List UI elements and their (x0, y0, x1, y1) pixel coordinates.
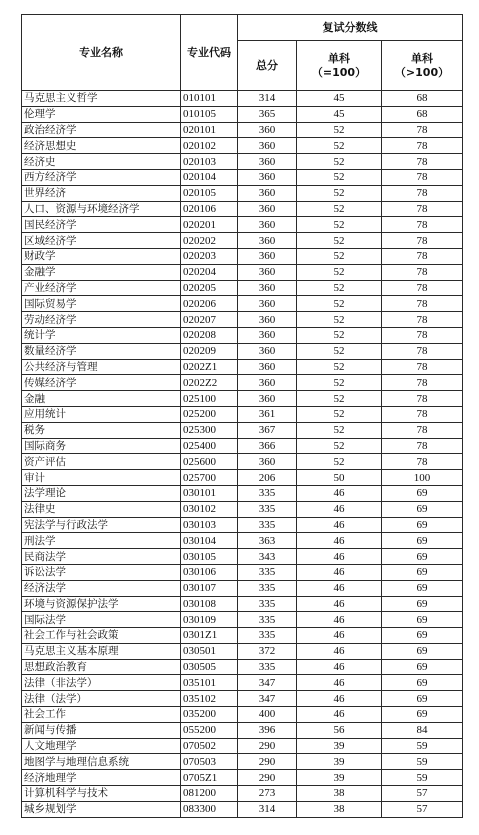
major-name-cell: 马克思主义哲学 (22, 91, 181, 107)
single-100-score-cell: 52 (297, 201, 382, 217)
total-score-cell: 314 (238, 801, 297, 817)
total-score-cell: 335 (238, 517, 297, 533)
single-100-score-cell: 52 (297, 264, 382, 280)
single-gt100-score-cell: 69 (382, 517, 463, 533)
major-name-cell: 财政学 (22, 248, 181, 264)
total-score-cell: 360 (238, 217, 297, 233)
single-100-score-cell: 39 (297, 738, 382, 754)
single-gt100-score-cell: 78 (382, 406, 463, 422)
major-code-cell: 020203 (181, 248, 238, 264)
total-score-cell: 396 (238, 722, 297, 738)
major-name-cell: 宪法学与行政法学 (22, 517, 181, 533)
single-subject-gt100-header-line2: （>100） (394, 65, 450, 79)
single-100-score-cell: 52 (297, 359, 382, 375)
total-score-cell: 360 (238, 201, 297, 217)
major-name-cell: 政治经济学 (22, 122, 181, 138)
table-row (22, 422, 463, 438)
major-name-cell: 传媒经济学 (22, 375, 181, 391)
retest-score-group-header: 复试分数线 (238, 15, 463, 41)
major-code-cell: 025200 (181, 406, 238, 422)
major-name-cell: 国民经济学 (22, 217, 181, 233)
single-gt100-score-cell: 59 (382, 738, 463, 754)
table-row (22, 217, 463, 233)
single-gt100-score-cell: 78 (382, 422, 463, 438)
table-row (22, 154, 463, 170)
major-name-cell: 民商法学 (22, 549, 181, 565)
total-score-cell: 335 (238, 580, 297, 596)
table-row (22, 643, 463, 659)
major-name-cell: 诉讼法学 (22, 564, 181, 580)
single-100-score-cell: 52 (297, 154, 382, 170)
major-code-cell: 030505 (181, 659, 238, 675)
major-code-cell: 020105 (181, 185, 238, 201)
single-100-score-cell: 46 (297, 580, 382, 596)
major-code-cell: 010101 (181, 91, 238, 107)
total-score-cell: 360 (238, 169, 297, 185)
single-100-score-cell: 46 (297, 612, 382, 628)
table-row (22, 549, 463, 565)
total-score-cell: 273 (238, 786, 297, 802)
single-gt100-score-cell: 68 (382, 106, 463, 122)
major-code-cell: 035200 (181, 707, 238, 723)
single-gt100-score-cell: 78 (382, 169, 463, 185)
total-score-cell: 335 (238, 612, 297, 628)
single-gt100-score-cell: 69 (382, 675, 463, 691)
table-body (22, 91, 463, 818)
single-100-score-cell: 50 (297, 470, 382, 486)
single-gt100-score-cell: 78 (382, 185, 463, 201)
single-100-score-cell: 52 (297, 280, 382, 296)
single-gt100-score-cell: 78 (382, 280, 463, 296)
major-name-cell: 公共经济与管理 (22, 359, 181, 375)
single-subject-100-header-line1: 单科 (328, 51, 350, 65)
table-row (22, 675, 463, 691)
major-code-cell: 0202Z1 (181, 359, 238, 375)
major-name-cell: 社会工作 (22, 707, 181, 723)
major-code-cell: 030501 (181, 643, 238, 659)
table-row (22, 485, 463, 501)
single-gt100-score-cell: 78 (382, 438, 463, 454)
total-score-cell: 360 (238, 248, 297, 264)
major-code-cell: 070503 (181, 754, 238, 770)
table-row (22, 280, 463, 296)
table-row (22, 580, 463, 596)
total-score-cell: 360 (238, 359, 297, 375)
table-row (22, 754, 463, 770)
major-name-cell: 马克思主义基本原理 (22, 643, 181, 659)
table-row (22, 233, 463, 249)
total-score-cell: 360 (238, 312, 297, 328)
single-100-score-cell: 46 (297, 643, 382, 659)
table-row (22, 501, 463, 517)
single-gt100-score-cell: 57 (382, 801, 463, 817)
total-score-cell: 360 (238, 233, 297, 249)
total-score-cell: 343 (238, 549, 297, 565)
major-name-cell: 经济思想史 (22, 138, 181, 154)
major-name-cell: 劳动经济学 (22, 312, 181, 328)
table-row (22, 185, 463, 201)
table-row (22, 738, 463, 754)
table-row (22, 122, 463, 138)
major-code-cell: 025400 (181, 438, 238, 454)
table-row (22, 786, 463, 802)
single-100-score-cell: 46 (297, 596, 382, 612)
major-name-cell: 国际商务 (22, 438, 181, 454)
major-code-cell: 020208 (181, 327, 238, 343)
single-100-score-cell: 56 (297, 722, 382, 738)
major-code-cell: 035102 (181, 691, 238, 707)
major-name-cell: 城乡规划学 (22, 801, 181, 817)
table-row (22, 359, 463, 375)
single-100-score-cell: 52 (297, 217, 382, 233)
single-gt100-score-cell: 69 (382, 580, 463, 596)
table-row (22, 296, 463, 312)
single-subject-100-header (297, 41, 382, 91)
single-gt100-score-cell: 69 (382, 612, 463, 628)
major-code-cell: 030109 (181, 612, 238, 628)
table-row (22, 91, 463, 107)
single-gt100-score-cell: 69 (382, 628, 463, 644)
major-name-cell: 人文地理学 (22, 738, 181, 754)
total-score-cell: 360 (238, 454, 297, 470)
major-name-cell: 环境与资源保护法学 (22, 596, 181, 612)
single-gt100-score-cell: 78 (382, 138, 463, 154)
total-score-cell: 347 (238, 691, 297, 707)
major-code-cell: 020106 (181, 201, 238, 217)
single-gt100-score-cell: 59 (382, 770, 463, 786)
major-code-cell: 030102 (181, 501, 238, 517)
major-code-cell: 020205 (181, 280, 238, 296)
total-score-cell: 367 (238, 422, 297, 438)
single-100-score-cell: 52 (297, 327, 382, 343)
table-row (22, 438, 463, 454)
single-100-score-cell: 46 (297, 675, 382, 691)
total-score-cell: 335 (238, 564, 297, 580)
table-row (22, 106, 463, 122)
table-row (22, 312, 463, 328)
total-score-cell: 290 (238, 754, 297, 770)
major-code-cell: 083300 (181, 801, 238, 817)
single-gt100-score-cell: 78 (382, 454, 463, 470)
single-100-score-cell: 39 (297, 754, 382, 770)
major-name-cell: 法律史 (22, 501, 181, 517)
single-100-score-cell: 46 (297, 501, 382, 517)
total-score-cell: 360 (238, 185, 297, 201)
single-gt100-score-cell: 78 (382, 296, 463, 312)
major-code-cell: 055200 (181, 722, 238, 738)
single-100-score-cell: 52 (297, 169, 382, 185)
single-gt100-score-cell: 69 (382, 485, 463, 501)
major-name-cell: 审计 (22, 470, 181, 486)
table-row (22, 169, 463, 185)
table-row (22, 612, 463, 628)
major-name-cell: 国际法学 (22, 612, 181, 628)
total-score-cell: 335 (238, 596, 297, 612)
major-name-cell: 资产评估 (22, 454, 181, 470)
total-score-cell: 400 (238, 707, 297, 723)
single-gt100-score-cell: 69 (382, 659, 463, 675)
major-name-header: 专业名称 (22, 15, 181, 91)
single-gt100-score-cell: 78 (382, 264, 463, 280)
major-name-cell: 人口、资源与环境经济学 (22, 201, 181, 217)
table-row (22, 406, 463, 422)
major-code-cell: 020102 (181, 138, 238, 154)
major-name-cell: 世界经济 (22, 185, 181, 201)
major-name-cell: 社会工作与社会政策 (22, 628, 181, 644)
major-code-cell: 0301Z1 (181, 628, 238, 644)
total-score-cell: 366 (238, 438, 297, 454)
single-100-score-cell: 46 (297, 659, 382, 675)
total-score-cell: 360 (238, 391, 297, 407)
major-code-cell: 020204 (181, 264, 238, 280)
single-gt100-score-cell: 78 (382, 327, 463, 343)
retest-score-table (21, 14, 463, 818)
single-100-score-cell: 46 (297, 549, 382, 565)
major-code-cell: 020209 (181, 343, 238, 359)
major-code-cell: 030104 (181, 533, 238, 549)
single-gt100-score-cell: 78 (382, 312, 463, 328)
major-code-cell: 0202Z2 (181, 375, 238, 391)
single-100-score-cell: 52 (297, 406, 382, 422)
table-row (22, 659, 463, 675)
single-100-score-cell: 52 (297, 343, 382, 359)
major-code-cell: 030107 (181, 580, 238, 596)
table-row (22, 517, 463, 533)
table-row (22, 628, 463, 644)
single-gt100-score-cell: 78 (382, 343, 463, 359)
single-100-score-cell: 52 (297, 438, 382, 454)
total-score-cell: 360 (238, 375, 297, 391)
major-code-cell: 020207 (181, 312, 238, 328)
table-row (22, 327, 463, 343)
table-row (22, 533, 463, 549)
major-name-cell: 国际贸易学 (22, 296, 181, 312)
major-name-cell: 计算机科学与技术 (22, 786, 181, 802)
major-code-cell: 020206 (181, 296, 238, 312)
table-row (22, 391, 463, 407)
total-score-cell: 360 (238, 138, 297, 154)
table-row (22, 470, 463, 486)
major-code-cell: 020201 (181, 217, 238, 233)
major-name-cell: 统计学 (22, 327, 181, 343)
single-gt100-score-cell: 69 (382, 707, 463, 723)
total-score-cell: 290 (238, 738, 297, 754)
single-gt100-score-cell: 78 (382, 122, 463, 138)
total-score-cell: 372 (238, 643, 297, 659)
major-name-cell: 应用统计 (22, 406, 181, 422)
table-row (22, 375, 463, 391)
single-gt100-score-cell: 69 (382, 643, 463, 659)
major-name-cell: 金融学 (22, 264, 181, 280)
table-row (22, 691, 463, 707)
major-code-cell: 025700 (181, 470, 238, 486)
single-100-score-cell: 52 (297, 312, 382, 328)
single-gt100-score-cell: 69 (382, 691, 463, 707)
total-score-cell: 361 (238, 406, 297, 422)
major-code-cell: 030108 (181, 596, 238, 612)
single-100-score-cell: 52 (297, 185, 382, 201)
single-100-score-cell: 52 (297, 248, 382, 264)
single-100-score-cell: 45 (297, 106, 382, 122)
single-gt100-score-cell: 78 (382, 233, 463, 249)
table-row (22, 596, 463, 612)
major-code-header: 专业代码 (181, 15, 238, 91)
single-gt100-score-cell: 78 (382, 217, 463, 233)
major-code-cell: 020103 (181, 154, 238, 170)
total-score-cell: 335 (238, 485, 297, 501)
single-100-score-cell: 52 (297, 391, 382, 407)
single-subject-gt100-header (382, 41, 463, 91)
table-row (22, 707, 463, 723)
single-100-score-cell: 46 (297, 517, 382, 533)
major-code-cell: 0705Z1 (181, 770, 238, 786)
single-gt100-score-cell: 69 (382, 501, 463, 517)
single-100-score-cell: 52 (297, 138, 382, 154)
single-gt100-score-cell: 78 (382, 375, 463, 391)
table-row (22, 264, 463, 280)
total-score-cell: 363 (238, 533, 297, 549)
major-name-cell: 产业经济学 (22, 280, 181, 296)
major-name-cell: 税务 (22, 422, 181, 438)
major-code-cell: 081200 (181, 786, 238, 802)
total-score-cell: 206 (238, 470, 297, 486)
major-name-cell: 刑法学 (22, 533, 181, 549)
major-name-cell: 西方经济学 (22, 169, 181, 185)
major-code-cell: 030106 (181, 564, 238, 580)
table-row (22, 138, 463, 154)
major-code-cell: 025100 (181, 391, 238, 407)
single-gt100-score-cell: 78 (382, 201, 463, 217)
total-score-cell: 360 (238, 296, 297, 312)
total-score-cell: 360 (238, 327, 297, 343)
major-name-cell: 法学理论 (22, 485, 181, 501)
single-100-score-cell: 38 (297, 801, 382, 817)
major-code-cell: 025600 (181, 454, 238, 470)
single-100-score-cell: 46 (297, 533, 382, 549)
single-100-score-cell: 45 (297, 91, 382, 107)
table-row (22, 248, 463, 264)
single-100-score-cell: 39 (297, 770, 382, 786)
major-code-cell: 020104 (181, 169, 238, 185)
major-name-cell: 新闻与传播 (22, 722, 181, 738)
major-name-cell: 区域经济学 (22, 233, 181, 249)
major-name-cell: 思想政治教育 (22, 659, 181, 675)
single-gt100-score-cell: 69 (382, 564, 463, 580)
single-100-score-cell: 52 (297, 375, 382, 391)
single-gt100-score-cell: 84 (382, 722, 463, 738)
single-gt100-score-cell: 59 (382, 754, 463, 770)
total-score-cell: 335 (238, 628, 297, 644)
single-100-score-cell: 52 (297, 233, 382, 249)
single-100-score-cell: 46 (297, 628, 382, 644)
total-score-header: 总分 (238, 41, 297, 91)
single-100-score-cell: 46 (297, 707, 382, 723)
major-code-cell: 070502 (181, 738, 238, 754)
single-gt100-score-cell: 78 (382, 248, 463, 264)
major-code-cell: 010105 (181, 106, 238, 122)
single-gt100-score-cell: 69 (382, 533, 463, 549)
major-name-cell: 伦理学 (22, 106, 181, 122)
table-row (22, 564, 463, 580)
total-score-cell: 360 (238, 280, 297, 296)
single-gt100-score-cell: 78 (382, 391, 463, 407)
total-score-cell: 360 (238, 154, 297, 170)
major-code-cell: 035101 (181, 675, 238, 691)
total-score-cell: 360 (238, 343, 297, 359)
single-gt100-score-cell: 100 (382, 470, 463, 486)
table-row (22, 343, 463, 359)
single-100-score-cell: 38 (297, 786, 382, 802)
single-gt100-score-cell: 68 (382, 91, 463, 107)
table-row (22, 801, 463, 817)
single-gt100-score-cell: 78 (382, 154, 463, 170)
total-score-cell: 365 (238, 106, 297, 122)
total-score-cell: 314 (238, 91, 297, 107)
major-name-cell: 经济地理学 (22, 770, 181, 786)
single-100-score-cell: 52 (297, 454, 382, 470)
single-100-score-cell: 46 (297, 691, 382, 707)
table-row (22, 201, 463, 217)
total-score-cell: 347 (238, 675, 297, 691)
total-score-cell: 290 (238, 770, 297, 786)
single-100-score-cell: 46 (297, 485, 382, 501)
major-name-cell: 数量经济学 (22, 343, 181, 359)
major-code-cell: 030103 (181, 517, 238, 533)
single-100-score-cell: 52 (297, 122, 382, 138)
single-100-score-cell: 46 (297, 564, 382, 580)
total-score-cell: 335 (238, 659, 297, 675)
single-subject-100-header-line2: （=100） (311, 65, 367, 79)
single-subject-gt100-header-line1: 单科 (411, 51, 434, 65)
major-name-cell: 法律（法学） (22, 691, 181, 707)
table-row (22, 722, 463, 738)
total-score-cell: 335 (238, 501, 297, 517)
major-name-cell: 经济法学 (22, 580, 181, 596)
single-gt100-score-cell: 69 (382, 596, 463, 612)
table-row (22, 770, 463, 786)
major-name-cell: 法律（非法学） (22, 675, 181, 691)
major-name-cell: 金融 (22, 391, 181, 407)
single-gt100-score-cell: 69 (382, 549, 463, 565)
single-gt100-score-cell: 78 (382, 359, 463, 375)
single-100-score-cell: 52 (297, 422, 382, 438)
major-code-cell: 025300 (181, 422, 238, 438)
single-gt100-score-cell: 57 (382, 786, 463, 802)
major-name-cell: 地图学与地理信息系统 (22, 754, 181, 770)
total-score-cell: 360 (238, 122, 297, 138)
table-row (22, 454, 463, 470)
total-score-cell: 360 (238, 264, 297, 280)
major-code-cell: 020202 (181, 233, 238, 249)
major-code-cell: 030101 (181, 485, 238, 501)
major-code-cell: 020101 (181, 122, 238, 138)
major-code-cell: 030105 (181, 549, 238, 565)
major-name-cell: 经济史 (22, 154, 181, 170)
single-100-score-cell: 52 (297, 296, 382, 312)
